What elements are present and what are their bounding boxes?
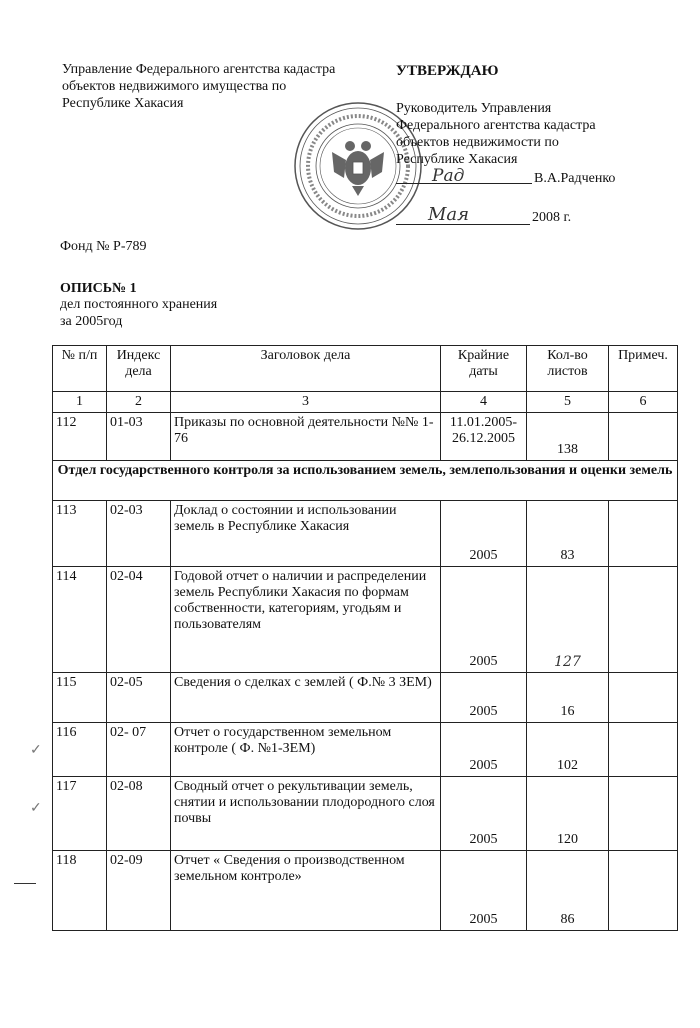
table-row [53, 673, 678, 723]
col-num: 4 [441, 392, 527, 413]
row-index: 02-03 [107, 501, 171, 567]
row-number: 112 [53, 413, 107, 461]
table-header-row [53, 346, 678, 392]
row-title: Отчет « Сведения о производственном земельном контроле» [171, 851, 441, 931]
inventory-subtitle-2: за 2005год [60, 314, 123, 329]
margin-check-mark: ✓ [30, 743, 42, 758]
row-notes [609, 567, 678, 673]
col-num: 5 [527, 392, 609, 413]
row-dates: 2005 [441, 567, 527, 673]
row-number: 114 [53, 567, 107, 673]
org-line-2: объектов недвижимого имущества по [62, 79, 287, 94]
row-index: 02-04 [107, 567, 171, 673]
row-dates: 2005 [441, 501, 527, 567]
row-sheets: 83 [527, 501, 609, 567]
row-notes [609, 723, 678, 777]
header-title: Заголовок дела [171, 346, 441, 392]
approval-date: 2008 г. [532, 210, 572, 225]
row-sheets: 120 [527, 777, 609, 851]
header-index: Индекс дела [107, 346, 171, 392]
table-row [53, 501, 678, 567]
row-notes [609, 851, 678, 931]
table-row [53, 567, 678, 673]
handwritten-signature: Рад [432, 166, 465, 186]
row-number: 113 [53, 501, 107, 567]
col-num: 1 [53, 392, 107, 413]
row-sheets: 138 [527, 413, 609, 461]
fond-number: Фонд № Р-789 [60, 239, 147, 254]
signer-name: В.А.Радченко [534, 171, 616, 186]
header-notes: Примеч. [609, 346, 678, 392]
row-number: 116 [53, 723, 107, 777]
row-notes [609, 413, 678, 461]
row-index: 02-05 [107, 673, 171, 723]
margin-check-mark: ✓ [30, 801, 42, 816]
approval-line-3: объектов недвижимости по [396, 135, 559, 150]
row-dates: 2005 [441, 673, 527, 723]
row-title: Сведения о сделках с землей ( Ф.№ 3 ЗЕМ) [171, 673, 441, 723]
row-dates: 2005 [441, 851, 527, 931]
approval-line-1: Руководитель Управления [396, 101, 552, 116]
row-number: 115 [53, 673, 107, 723]
column-number-row [53, 392, 678, 413]
row-index: 02-08 [107, 777, 171, 851]
row-notes [609, 673, 678, 723]
inventory-title: ОПИСЬ№ 1 [60, 281, 137, 296]
header-sheets: Кол-во листов [527, 346, 609, 392]
table-row [53, 777, 678, 851]
row-number: 118 [53, 851, 107, 931]
col-num: 2 [107, 392, 171, 413]
table-row [53, 723, 678, 777]
row-notes [609, 501, 678, 567]
org-line-3: Республике Хакасия [62, 96, 184, 111]
col-num: 6 [609, 392, 678, 413]
approval-line-2: Федерального агентства кадастра [396, 118, 596, 133]
row-sheets: 86 [527, 851, 609, 931]
section-title: Отдел государственного контроля за использованием земель, землепользования и оценки земель [53, 461, 678, 501]
row-title: Приказы по основной деятельности №№ 1-76 [171, 413, 441, 461]
row-sheets: 16 [527, 673, 609, 723]
inventory-table [52, 345, 678, 931]
row-index: 02-09 [107, 851, 171, 931]
margin-dash-mark [14, 883, 36, 884]
row-index: 01-03 [107, 413, 171, 461]
org-line-1: Управление Федерального агентства кадастра [62, 62, 336, 77]
row-sheets: 102 [527, 723, 609, 777]
table-row [53, 851, 678, 931]
section-row [53, 461, 678, 501]
approval-line-4: Республике Хакасия [396, 152, 518, 167]
inventory-subtitle-1: дел постоянного хранения [60, 297, 218, 312]
header-number: № п/п [53, 346, 107, 392]
row-notes [609, 777, 678, 851]
row-title: Доклад о состоянии и использовании земель в Республике Хакасия [171, 501, 441, 567]
row-title: Сводный отчет о рекультивации земель, снятии и использовании плодородного слоя почвы [171, 777, 441, 851]
row-dates: 2005 [441, 723, 527, 777]
row-index: 02- 07 [107, 723, 171, 777]
row-title: Годовой отчет о наличии и распределении земель Республики Хакасия по формам собственности, категориям, угодьям и пользователям [171, 567, 441, 673]
col-num: 3 [171, 392, 441, 413]
row-number: 117 [53, 777, 107, 851]
row-dates: 2005 [441, 777, 527, 851]
row-dates: 11.01.2005-26.12.2005 [441, 413, 527, 461]
row-sheets-handwritten: 127 [527, 567, 609, 673]
table-row [53, 413, 678, 461]
approval-title: УТВЕРЖДАЮ [396, 63, 499, 79]
row-title: Отчет о государственном земельном контроле ( Ф. №1-ЗЕМ) [171, 723, 441, 777]
header-dates: Крайние даты [441, 346, 527, 392]
handwritten-month: Мая [428, 204, 470, 225]
